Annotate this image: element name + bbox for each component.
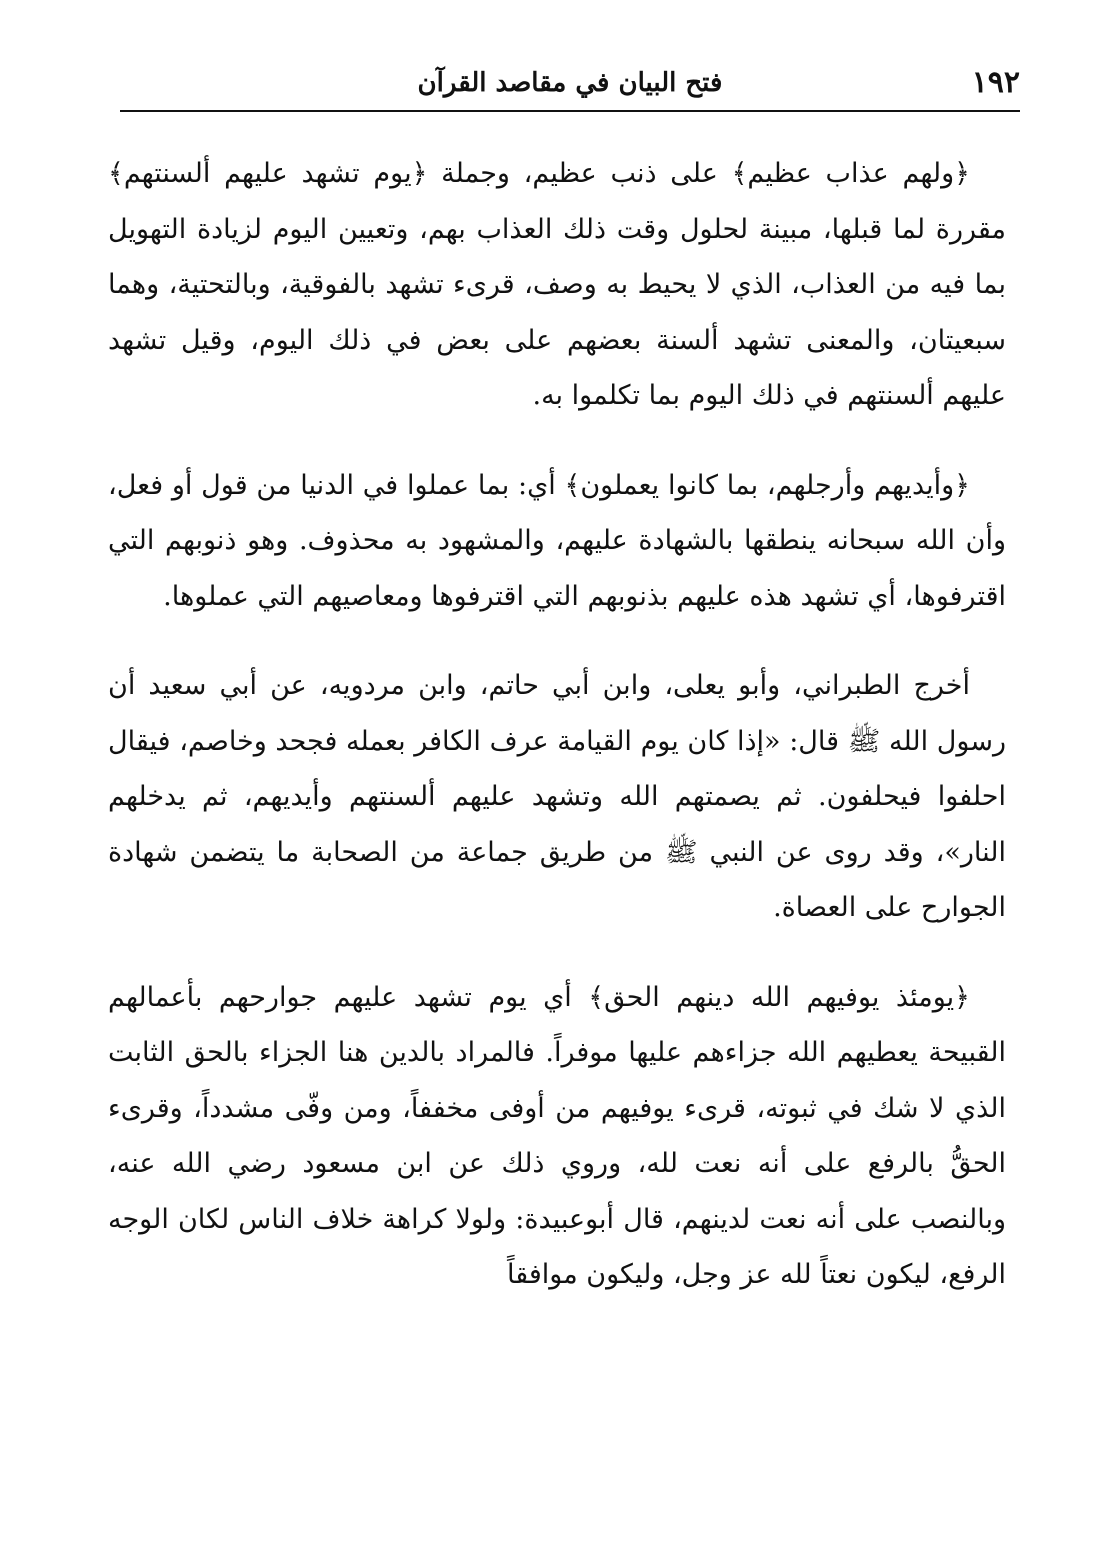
page-header (120, 62, 1020, 104)
paragraph-2: ﴿وأيديهم وأرجلهم، بما كانوا يعملون﴾ أي: بما عملوا في الدنيا من قول أو فعل، وأن الله سبحانه ينطقها بالشهادة عليهم، والمشهود به محذوف. وهو ذنوبهم التي اقترفوها، أي تشهد هذه عليهم بذنوبهم التي اقترفوها ومعاصيهم التي عملوها. (108, 469, 1006, 612)
paragraph-1: ﴿ولهم عذاب عظيم﴾ على ذنب عظيم، وجملة ﴿يوم تشهد عليهم ألسنتهم﴾ مقررة لما قبلها، مبينة لحلول وقت ذلك العذاب بهم، وتعيين اليوم لزيادة التهويل بما فيه من العذاب، الذي لا يحيط به وصف، قرىء تشهد بالفوقية، وبالتحتية، وهما سبعيتان، والمعنى تشهد ألسنة بعضهم على بعض في ذلك اليوم، وقيل تشهد عليهم ألسنتهم في ذلك اليوم بما تكلموا به. (108, 158, 1006, 411)
paragraph-3: أخرج الطبراني، وأبو يعلى، وابن أبي حاتم، وابن مردويه، عن أبي سعيد أن رسول الله ﷺ قال: «إذا كان يوم القيامة عرف الكافر بعمله فجحد وخاصم، فيقال احلفوا فيحلفون. ثم يصمتهم الله وتشهد عليهم ألسنتهم وأيديهم، ثم يدخلهم النار»، وقد روى عن النبي ﷺ من طريق جماعة من الصحابة ما يتضمن شهادة الجوارح على العصاة. (108, 670, 1006, 923)
header-rule (120, 110, 1020, 112)
page-number: ١٩٢ (971, 65, 1020, 100)
body-text (108, 146, 1006, 1303)
running-title: فتح البيان في مقاصد القرآن (417, 68, 723, 98)
paragraph-4: ﴿يومئذ يوفيهم الله دينهم الحق﴾ أي يوم تشهد عليهم جوارحهم بأعمالهم القبيحة يعطيهم الله جزاءهم عليها موفراً. فالمراد بالدين هنا الجزاء بالحق الثابت الذي لا شك في ثبوته، قرىء يوفيهم من أوفى مخففاً، ومن وفّى مشدداً، وقرىء الحقُّ بالرفع على أنه نعت لله، وروي ذلك عن ابن مسعود رضي الله عنه، وبالنصب على أنه نعت لدينهم، قال أبوعبيدة: ولولا كراهة خلاف الناس لكان الوجه الرفع، ليكون نعتاً لله عز وجل، وليكون موافقاً (108, 981, 1006, 1290)
